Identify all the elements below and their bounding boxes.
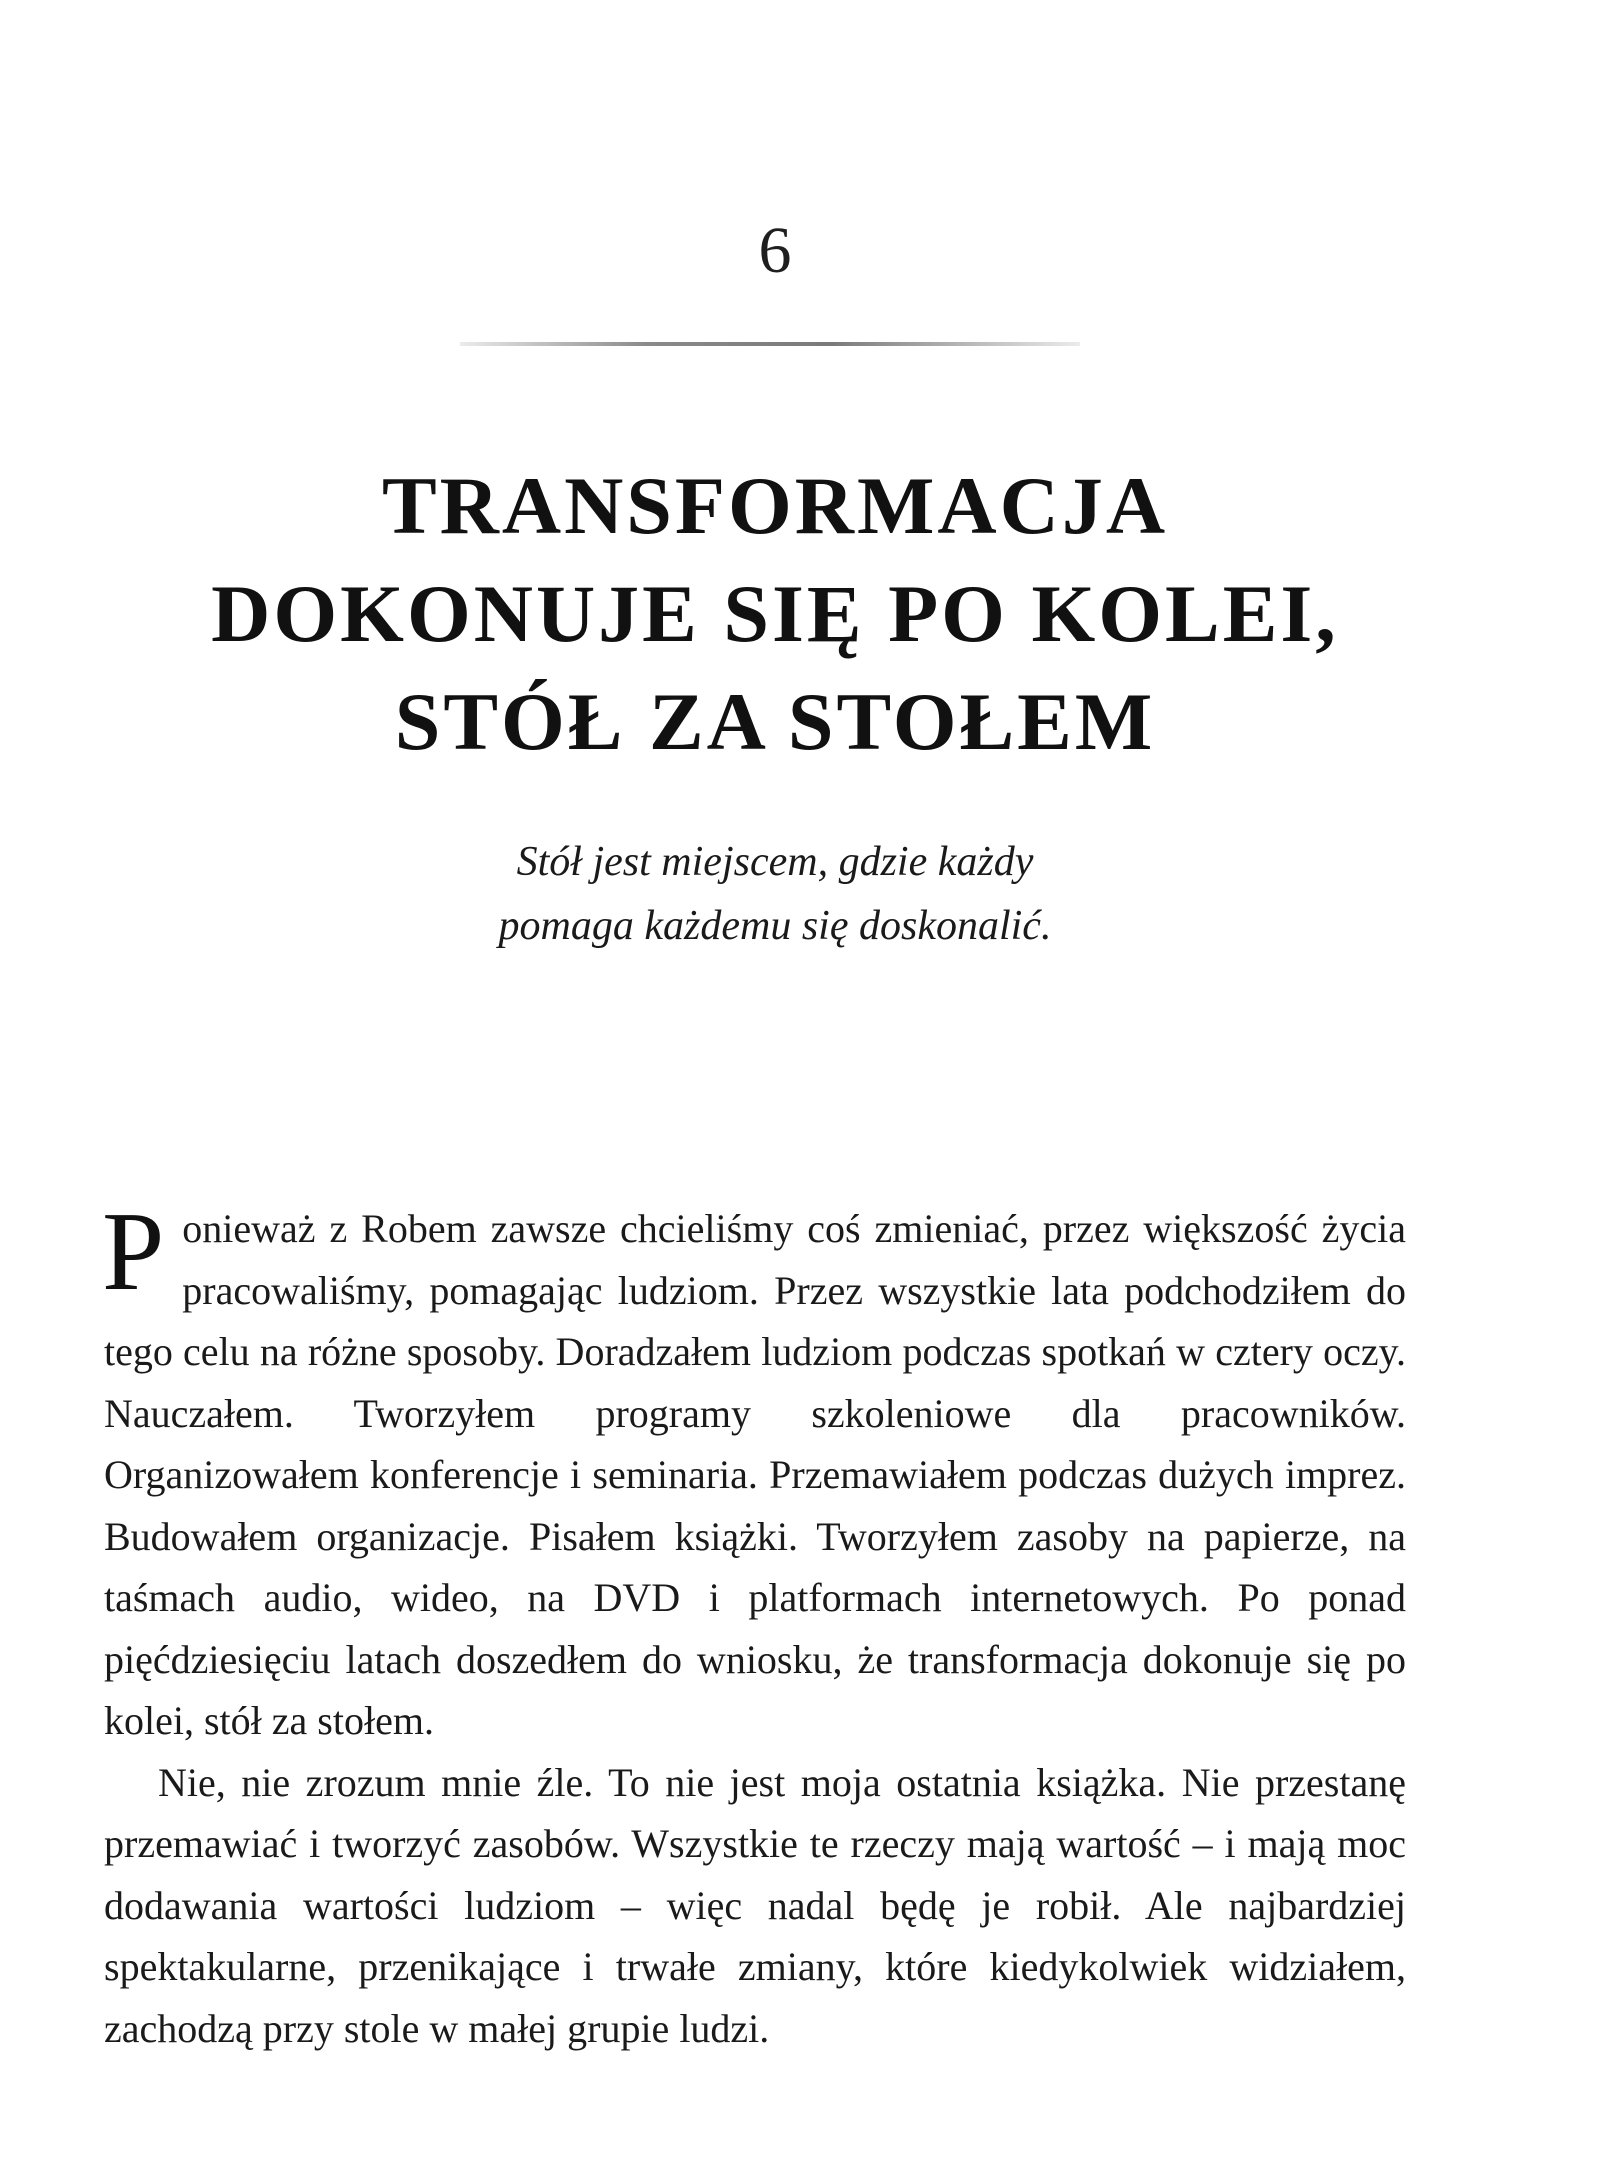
epigraph-line: Stół jest miejscem, gdzie każdy — [516, 839, 1034, 885]
chapter-number: 6 — [758, 214, 792, 287]
epigraph-line: pomaga każdemu się doskonalić. — [498, 903, 1052, 949]
paragraph-1 — [102, 1190, 1406, 1752]
body-text — [102, 1190, 1406, 2059]
paragraph-2: Nie, nie zrozum mnie źle. To nie jest moja ostatnia książka. Nie przestanę przemawiać i tworzyć zasobów. Wszystkie te rzeczy mają wartość – i mają moc dodawania wartości ludziom – więc nadal będę je robił. Ale najbardziej spektakularne, przenikające i trwałe zmiany, które kiedykolwiek widziałem, zachodzą przy stole w małej grupie ludzi. — [104, 1759, 1406, 2051]
chapter-title-line: STÓŁ ZA STOŁEM — [394, 676, 1156, 767]
chapter-title-line: DOKONUJE SIĘ PO KOLEI, — [211, 568, 1339, 659]
chapter-title — [0, 452, 1550, 776]
paragraph-1-text: onieważ z Robem zawsze chcieliśmy coś zmieniać, przez większość życia pracowaliśmy, pomagając ludziom. Przez wszystkie lata podchodziłem do tego celu na różne sposoby. Doradzałem ludziom podczas spotkań w cztery oczy. Nauczałem. Tworzyłem programy szkoleniowe dla pracowników. Organizowałem konferencje i seminaria. Przemawiałem podczas dużych imprez. Budowałem organizacje. Pisałem książki. Tworzyłem zasoby na papierze, na taśmach audio, wideo, na DVD i platformach internetowych. Po ponad pięćdziesięciu latach doszedłem do wniosku, że transformacja dokonuje się po kolei, stół za stołem. — [104, 1206, 1406, 1743]
chapter-divider — [460, 342, 1080, 346]
epigraph — [0, 830, 1550, 958]
chapter-title-line: TRANSFORMACJA — [381, 460, 1169, 551]
drop-cap: P — [102, 1190, 165, 1314]
